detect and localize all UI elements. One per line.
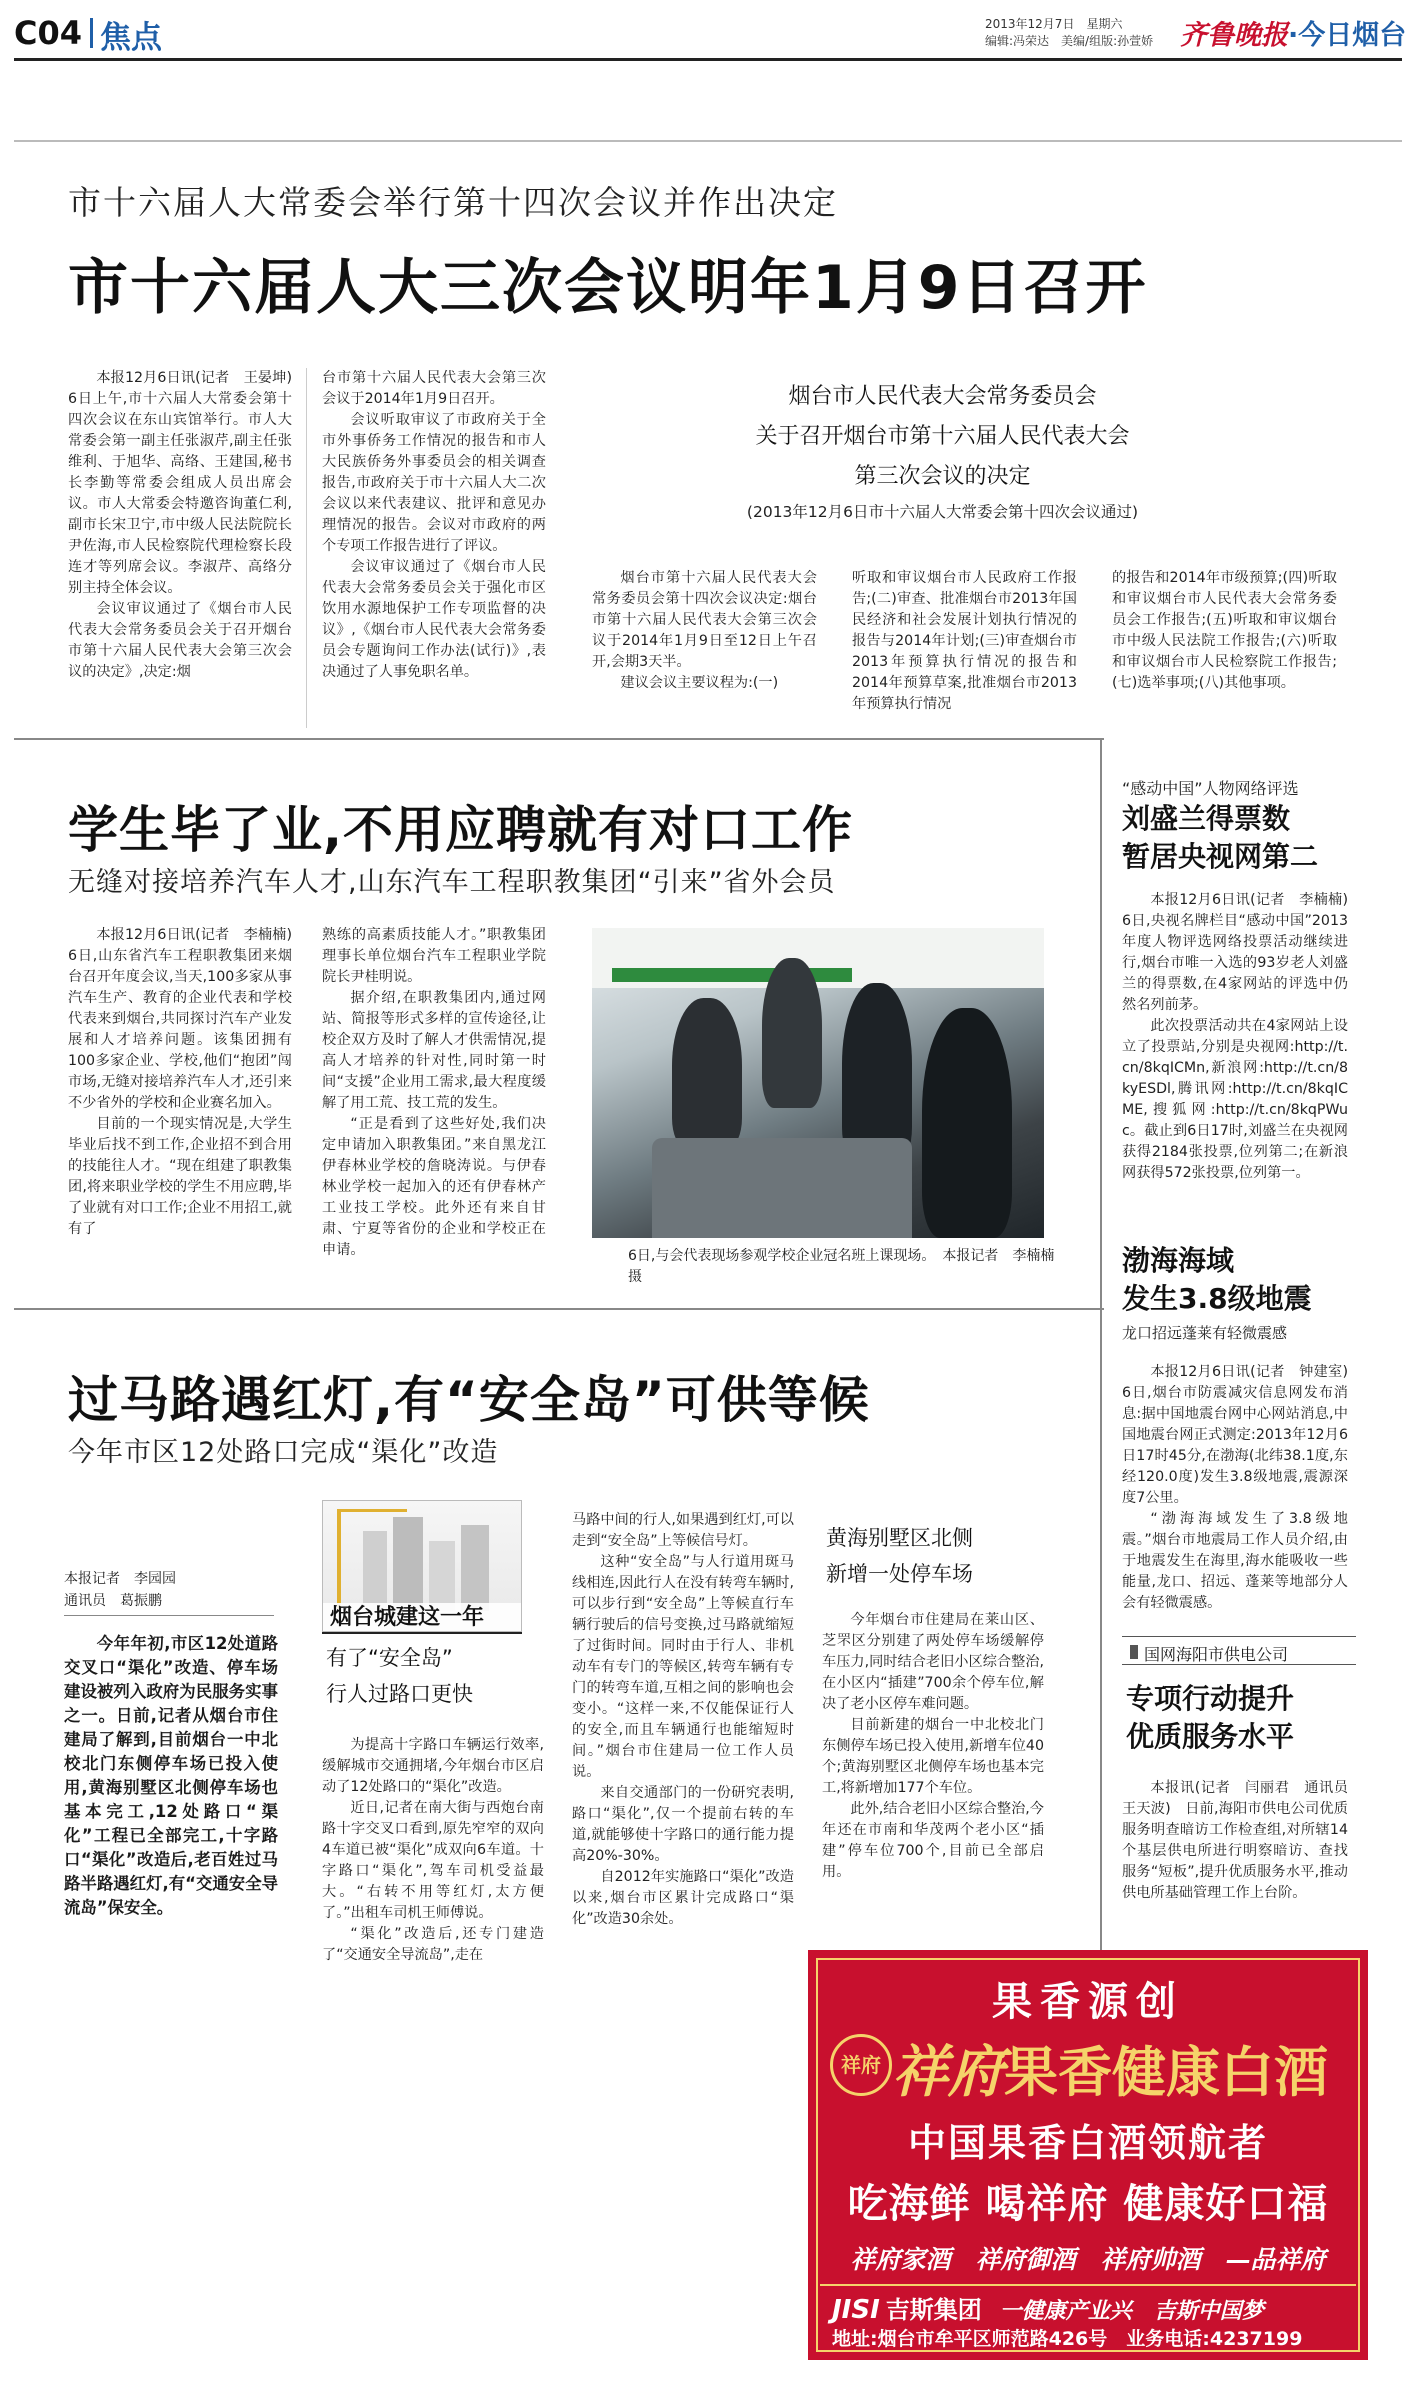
ad-brand: 祥府	[892, 2039, 1004, 2105]
article3-col-c	[822, 1610, 1044, 1883]
paragraph: “渠化”改造后,还专门建造了“交通安全导流岛”,走在	[322, 1926, 544, 1963]
sidebar3-body	[1122, 1778, 1363, 1904]
ad-group-row	[832, 2290, 1362, 2325]
subhead-a-line1: 有了“安全岛”	[326, 1646, 453, 1670]
crane-icon	[337, 1509, 341, 1609]
decision-title-line1: 烟台市人民代表大会常务委员会	[788, 384, 1097, 409]
article1-col1	[68, 368, 307, 683]
paragraph: “正是看到了这些好处,我们决定申请加入职教集团。”来自黑龙江伊春林业学校的詹晓涛说。与伊春林业学校一起加入的还有伊春林产工业技工学校。此外还有来自甘肃、宁夏等省份的企业和学校正在申请。	[322, 1116, 546, 1258]
ad-tagline: 中国果香白酒领航者	[907, 2121, 1268, 2165]
paragraph: 目前新建的烟台一中北校北门东侧停车场已投入使用,新增车位40个;黄海别墅区北侧停车场也基本完工,将新增加177个车位。	[822, 1717, 1044, 1796]
sidebar-divider	[1100, 740, 1102, 1950]
sidebar3-title	[1126, 1680, 1294, 1756]
paragraph: 此次投票活动共在4家网站上设立了投票站,分别是央视网:http://t.cn/8kqICMn,新浪网:http://t.cn/8kyESDl,腾讯网:http://t.cn/8kqICME,搜狐网:http://t.cn/8kqPWuc。截止到6日17时,刘盛兰在央视网获得2184张投票,位列第二;在新浪网获得572张投票,位列第一。	[1122, 1018, 1348, 1181]
paragraph: 本报12月6日讯(记者 李楠楠) 6日,山东省汽车工程职教集团来烟台召开年度会议,当天,100多家从事汽车生产、教育的企业代表和学校代表来到烟台,共同探讨汽车产业发展和人才培养问题。该集团拥有100多家企业、学校,他们“抱团”闯市场,无缝对接培养汽车人才,还引来不少省外的学校和企业赛名加入。	[68, 927, 307, 1111]
article3-subtitle: 今年市区12处路口完成“渠化”改造	[68, 1437, 499, 1468]
sidebar1-title-line2: 暂居央视网第二	[1122, 840, 1319, 873]
paragraph: 听取和审议烟台市人民政府工作报告;(二)审查、批准烟台市2013年国民经济和社会发展计划执行情况的报告与2014年计划;(三)审查烟台市2013年预算执行情况的报告和2014年预算草案,批准烟台市2013年预算执行情况	[852, 570, 1077, 712]
ad-line1: 果香源创	[992, 1979, 1184, 2025]
page-number: C04	[14, 14, 83, 52]
ad-slogan: 吃海鲜 喝祥府 健康好口福	[847, 2181, 1329, 2227]
article2-col2	[322, 925, 546, 1261]
article2-title: 学生毕了业,不用应聘就有对口工作	[68, 801, 853, 859]
news-photo	[592, 928, 1044, 1238]
ad-group-logo: JISI	[832, 2295, 880, 2325]
subhead-c-line2: 新增一处停车场	[826, 1562, 973, 1586]
photo-engine	[652, 1138, 912, 1238]
ad-group-name: 吉斯集团	[885, 2296, 982, 2324]
top-thin-rule	[14, 140, 1402, 142]
decision-col1	[592, 568, 817, 694]
paragraph: 自2012年实施路口“渠化”改造以来,烟台市区累计完成路口“渠化”改造30余处。	[572, 1869, 794, 1927]
column-divider	[306, 368, 307, 728]
section-divider	[90, 18, 93, 48]
ad-divider	[820, 2284, 1356, 2286]
byline-reporter: 本报记者 李园园	[64, 1571, 176, 1587]
paragraph: 目前的一个现实情况是,大学生毕业后找不到工作,企业招不到合用的技能往人才。“现在组建了职教集团,将来职业学校的学生不用应聘,毕了业就有对口工作;企业不用招工,就有了	[68, 1116, 292, 1237]
photo-caption: 6日,与会代表现场参观学校企业冠名班上课现场。 本报记者 李楠楠 摄	[628, 1248, 1069, 1285]
ad-products: 祥府家酒 祥府御酒 祥府帅酒 —品祥府	[850, 2245, 1326, 2274]
paragraph: 本报12月6日讯(记者 钟建室) 6日,烟台市防震减灾信息网发布消息:据中国地震台网中心网站消息,中国地震台网正式测定:2013年12月6日17时45分,在渤海(北纬38.1度,东经120.0度)发生3.8级地震,震源深度7公里。	[1122, 1364, 1363, 1506]
paragraph: 建议会议主要议程为:(一)	[620, 675, 779, 691]
series-rule	[322, 1632, 522, 1634]
ad-phone: 业务电话:4237199	[1126, 2328, 1303, 2350]
ad-headline: 果香健康白酒	[1004, 2041, 1328, 2104]
photo-banner	[612, 968, 852, 982]
sidebar1-body	[1122, 890, 1363, 1184]
building-shape	[461, 1525, 489, 1611]
ad-group-slogan: 一健康产业兴 吉斯中国梦	[999, 2299, 1264, 2324]
section-rule	[14, 738, 1104, 740]
paragraph: 会议审议通过了《烟台市人民代表大会常务委员会关于强化市区饮用水源地保护工作专项监督的决议》,《烟台市人民代表大会常务委员会专题询问工作办法(试行)》,表决通过了人事免职名单。	[322, 559, 546, 680]
sidebar2-title	[1122, 1242, 1312, 1318]
sidebar1-title-line1: 刘盛兰得票数	[1122, 802, 1291, 835]
sidebar2-title-line2: 发生3.8级地震	[1122, 1282, 1312, 1315]
article3-title: 过马路遇红灯,有“安全岛”可供等候	[68, 1371, 870, 1429]
brand-name: 齐鲁晚报	[1180, 20, 1288, 51]
tag-marker	[1130, 1645, 1138, 1659]
header-rule	[14, 58, 1402, 61]
article3-byline	[64, 1568, 176, 1612]
brand-edition: ·今日烟台	[1288, 20, 1407, 51]
decision-col2	[852, 568, 1077, 715]
byline-correspondent: 通讯员 葛振鹏	[64, 1593, 162, 1609]
paragraph: 本报12月6日讯(记者 王晏坤) 6日上午,市十六届人大常委会第十四次会议在东山宾馆举行。市人大常委会第一副主任张淑芹,副主任张维利、于旭华、高络、王建国,秘书长李勤等常委会组成人员出席会议。市人大常委会特邀咨询董仁利,副市长宋卫宁,市中级人民法院院长尹佐海,市人民检察院代理检察长段连才等列席会议。李淑芹、高络分别主持全体会议。	[68, 370, 307, 596]
article2-subtitle: 无缝对接培养汽车人才,山东汽车工程职教集团“引来”省外会员	[68, 867, 836, 898]
sidebar3-title-line2: 优质服务水平	[1126, 1720, 1295, 1753]
paragraph: “渤海海域发生了3.8级地震。”烟台市地震局工作人员介绍,由于地震发生在海里,海水能吸收一些能量,龙口、招远、蓬莱等地部分人会有轻微震感。	[1122, 1511, 1348, 1611]
paragraph: 马路中间的行人,如果遇到红灯,可以走到“安全岛”上等候信号灯。	[572, 1512, 794, 1549]
photo-figure	[762, 958, 822, 1108]
sidebar3-title-line1: 专项行动提升	[1126, 1682, 1295, 1715]
paragraph: 据介绍,在职教集团内,通过网站、简报等形式多样的宣传途径,让校企双方及时了解人才供需情况,提高人才培养的针对性,同时第一时间“支援”企业用工需求,最大程度缓解了用工荒、技工荒的发生。	[322, 990, 546, 1111]
paragraph: 会议听取审议了市政府关于全市外事侨务工作情况的报告和市人大民族侨务外事委员会的相关调查报告,市政府关于市十六届人大二次会议以来代表建议、批评和意见办理情况的报告。会议对市政府的两个专项工作报告进行了评议。	[322, 412, 546, 554]
photo-figure	[672, 998, 742, 1148]
masthead-brand	[1180, 13, 1406, 52]
sidebar2-title-line1: 渤海海域	[1122, 1244, 1235, 1277]
building-shape	[363, 1531, 387, 1611]
crane-arm	[337, 1509, 407, 1512]
decision-title-line2: 关于召开烟台市第十六届人民代表大会	[755, 424, 1130, 449]
paragraph: 这种“安全岛”与人行道用斑马线相连,因此行人在没有转弯车辆时,可以步行到“安全岛”上等候直行车辆行驶后的信号变换,过马路就缩短了过街时间。同时由于行人、非机动车有专门的等候区,转弯车辆有专门的转弯车道,互相之间的影响也会变小。“这样一来,不仅能保证行人的安全,而且车辆通行也能缩短时间。”烟台市住建局一位工作人员说。	[572, 1554, 794, 1780]
decision-title-line3: 第三次会议的决定	[854, 464, 1031, 489]
paragraph: 近日,记者在南大街与西炮台南路十字交叉口看到,原先窄窄的双向4车道已被“渠化”成双向6车道。十字路口“渠化”,驾车司机受益最大。“右转不用等红灯,太方便了。”出租车司机王师傅说。	[322, 1800, 544, 1921]
sidebar3-tag	[1130, 1642, 1288, 1665]
subhead-c	[826, 1520, 973, 1592]
sidebar3-tag-text: 国网海阳市供电公司	[1144, 1645, 1289, 1664]
article1-subtitle: 市十六届人大常委会举行第十四次会议并作出决定	[68, 183, 838, 222]
sidebar1-kicker: “感动中国”人物网络评选	[1122, 779, 1299, 798]
article3-col-a	[322, 1735, 544, 1966]
sidebar3-rule	[1122, 1636, 1356, 1637]
article3-lead: 今年年初,市区12处道路交叉口“渠化”改造、停车场建设被列入政府为民服务实事之一。日前,记者从烟台市住建局了解到,目前烟台一中北校北门东侧停车场已投入使用,黄海别墅区北侧停车场也基本完工,12处路口“渠化”工程已全部完工,十字路口“渠化”改造后,老百姓过马路半路遇红灯,有“交通安全导流岛”保安全。	[64, 1634, 278, 1917]
article3-col-b	[572, 1510, 794, 1930]
decision-box	[580, 382, 1305, 522]
editor-credits: 编辑:冯荣达 美编/组版:孙萱娇	[985, 34, 1154, 48]
paragraph: 烟台市第十六届人民代表大会常务委员会第十四次会议决定:烟台市第十六届人民代表大会第三次会议于2014年1月9日至12日上午召开,会期3天半。	[592, 570, 817, 670]
sidebar2-subtitle: 龙口招远蓬莱有轻微震感	[1122, 1324, 1288, 1342]
issue-meta	[985, 16, 1175, 50]
subhead-a	[326, 1640, 473, 1712]
ad-address: 地址:烟台市牟平区师范路426号	[832, 2328, 1108, 2350]
paragraph: 熟练的高素质技能人才。”职教集团理事长单位烟台汽车工程职业学院院长尹桂明说。	[322, 927, 546, 985]
decision-note: (2013年12月6日市十六届人大常委会第十四次会议通过)	[746, 503, 1139, 521]
article1-title: 市十六届人大三次会议明年1月9日召开	[68, 253, 1148, 323]
series-tag: 烟台城建这一年	[330, 1605, 485, 1630]
building-shape	[393, 1517, 423, 1611]
paragraph: 为提高十字路口车辆运行效率,缓解城市交通拥堵,今年烟台市区启动了12处路口的“渠化”改造。	[322, 1737, 544, 1795]
article1-col2	[322, 368, 546, 683]
ad-headline-row	[892, 2028, 1362, 2108]
paragraph: 的报告和2014年市级预算;(四)听取和审议烟台市人民代表大会常务委员会工作报告;(五)听取和审议烟台市中级人民法院工作报告;(六)听取和审议烟台市人民检察院工作报告;(七)选举事项;(八)其他事项。	[1112, 570, 1337, 691]
paragraph: 此外,结合老旧小区综合整治,今年还在市南和华茂两个老小区“插建”停车位700个,目前已全部启用。	[822, 1801, 1044, 1880]
photo-figure	[842, 983, 912, 1163]
photo-figure	[922, 1008, 1012, 1238]
paragraph: 本报讯(记者 闫丽君 通讯员 王天波) 日前,海阳市供电公司优质服务明查暗访工作检查组,对所辖14个基层供电所进行明察暗访、查找服务“短板”,提升优质服务水平,推动供电所基础管理工作上台阶。	[1122, 1780, 1363, 1901]
ad-contact-row	[832, 2324, 1352, 2351]
subhead-a-line2: 行人过路口更快	[326, 1682, 473, 1706]
paragraph: 今年烟台市住建局在莱山区、芝罘区分别建了两处停车场缓解停车压力,同时结合老旧小区综合整治,在小区内“插建”700余个停车位,解决了老小区停车难问题。	[822, 1612, 1044, 1712]
paragraph: 会议审议通过了《烟台市人民代表大会常务委员会关于召开烟台市第十六届人民代表大会第三次会议的决定》,决定:烟	[68, 601, 292, 680]
advertisement	[808, 1950, 1368, 2360]
byline-rule	[64, 1615, 274, 1616]
sidebar3-rule	[1122, 1664, 1356, 1665]
section-rule	[14, 1308, 1104, 1310]
ad-logo-seal: 祥府	[830, 2034, 892, 2096]
article2-col1	[68, 925, 307, 1240]
sidebar2-body	[1122, 1362, 1363, 1614]
subhead-c-line1: 黄海别墅区北侧	[826, 1526, 973, 1550]
section-name: 焦点	[100, 20, 162, 56]
issue-date: 2013年12月7日 星期六	[985, 17, 1123, 31]
decision-col3	[1112, 568, 1337, 694]
paragraph: 来自交通部门的一份研究表明,路口“渠化”,仅一个提前右转的车道,就能够使十字路口的通行能力提高20%-30%。	[572, 1785, 794, 1864]
paragraph: 本报12月6日讯(记者 李楠楠) 6日,央视名牌栏目“感动中国”2013年度人物评选网络投票活动继续进行,烟台市唯一入选的93岁老人刘盛兰的得票数,在4家网站的评选中仍然名列前茅。	[1122, 892, 1363, 1013]
paragraph: 台市第十六届人民代表大会第三次会议于2014年1月9日召开。	[322, 370, 546, 407]
sidebar1-title	[1122, 800, 1318, 876]
